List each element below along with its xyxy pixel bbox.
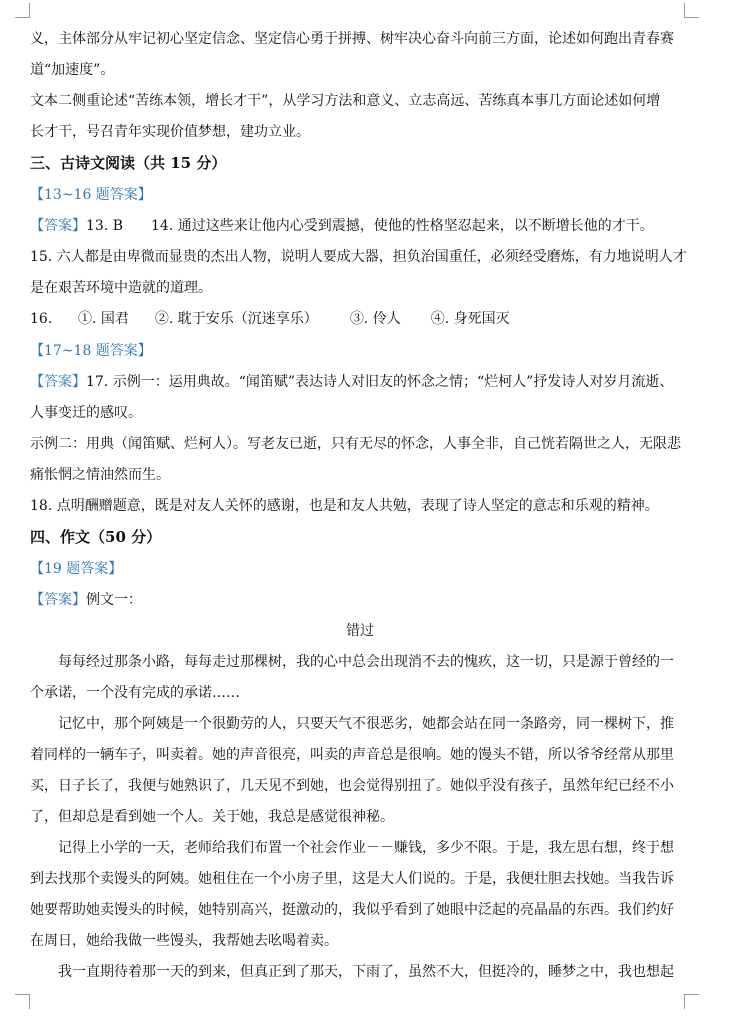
answer-group-tag-17-18: 【17~18 题答案】 <box>30 343 152 359</box>
answer-19-line <box>30 590 690 610</box>
essay-title: 错过 <box>346 623 374 639</box>
section-3-heading: 三、古诗文阅读（共 15 分） <box>30 154 227 172</box>
crop-mark-top-right <box>684 3 699 18</box>
answer-17-line <box>30 372 690 392</box>
essay-line: 记忆中，那个阿姨是一个很勤劳的人，只要天气不很恶劣，她都会站在同一条路旁，同一棵树下，推 <box>58 716 674 732</box>
text-line: 文本二侧重论述“苦练本领，增长才干”，从学习方法和意义、立志高远、苦练真本事几方面论述如何增 <box>30 93 661 109</box>
answer-18-line: 18. 点明酬赠题意，既是对友人关怀的感谢，也是和友人共勉，表现了诗人坚定的意志和乐观的精神。 <box>30 498 659 514</box>
essay-line: 了，但却总是看到她一个人。关于她，我总是感觉很神秘。 <box>30 809 394 825</box>
answer-16-item: ①. 国君 <box>78 311 129 327</box>
answer-tag: 【答案】 <box>30 218 86 234</box>
text-line: 义，主体部分从牢记初心坚定信念、坚定信心勇于拼搏、树牢决心奋斗向前三方面，论述如何跑出青春赛 <box>30 31 674 47</box>
crop-mark-bottom-left <box>15 994 30 1009</box>
answer-15-line: 是在艰苦环境中造就的道理。 <box>30 280 212 296</box>
answer-16-line <box>30 309 690 329</box>
essay-line: 每每经过那条小路，每每走过那棵树，我的心中总会出现消不去的愧疚，这一切，只是源于曾经的一 <box>58 654 674 670</box>
essay-line: 她要帮助她卖馒头的时候，她特别高兴，挺激动的，我似乎看到了她眼中泛起的亮晶晶的东西。我们约好 <box>30 902 674 918</box>
answer-17-text: 17. 示例一：运用典故。“闻笛赋”表达诗人对旧友的怀念之情；“烂柯人”抒发诗人对岁月流逝、 <box>86 374 674 390</box>
answer-16-num: 16. <box>30 311 53 327</box>
section-4-heading: 四、作文（50 分） <box>30 528 162 546</box>
answer-15-line: 15. 六人都是由卑微而显贵的杰出人物，说明人要成大器，担负治国重任，必须经受磨炼，有力地说明人才 <box>30 249 687 265</box>
answer-17-line: 示例二：用典（闻笛赋、烂柯人）。写老友已逝，只有无尽的怀念，人事全非，自己恍若隔世之人，无限悲 <box>30 436 681 452</box>
crop-mark-top-left <box>15 3 30 18</box>
answer-17-line: 人事变迁的感叹。 <box>30 405 142 421</box>
text-line: 长才干，号召青年实现价值梦想，建功立业。 <box>30 124 310 140</box>
answer-16-item: ③. 伶人 <box>349 311 401 327</box>
essay-line: 着同样的一辆车子，叫卖着。她的声音很亮，叫卖的声音总是很响。她的馒头不错，所以爷爷经常从那里 <box>30 747 674 763</box>
essay-line: 买，日子长了，我便与她熟识了，几天见不到她，也会觉得别扭了。她似乎没有孩子，虽然年纪已经不小 <box>30 778 674 794</box>
answer-tag: 【答案】 <box>30 592 86 608</box>
answer-13-14-line <box>30 216 690 236</box>
crop-mark-bottom-right <box>684 994 699 1009</box>
essay-line: 到去找那个卖馒头的阿姨。她租住在一个小房子里，这是大人们说的。于是，我便壮胆去找她。当我告诉 <box>30 871 674 887</box>
answer-14: 14. 通过这些来让他内心受到震撼，使他的性格坚忍起来，以不断增长他的才干。 <box>151 218 654 234</box>
essay-line: 在周日，她给我做一些馒头，我帮她去吆喝着卖。 <box>30 933 338 949</box>
answer-16-item: ②. 耽于安乐（沉迷享乐） <box>154 311 318 327</box>
essay-line: 个承诺，一个没有完成的承诺…… <box>30 685 240 701</box>
answer-group-tag-13-16: 【13~16 题答案】 <box>30 187 152 203</box>
answer-16-item: ④. 身死国灭 <box>430 311 510 327</box>
essay-line: 记得上小学的一天，老师给我们布置一个社会作业－－赚钱，多少不限。于是，我左思右想，终于想 <box>58 840 674 856</box>
essay-line: 我一直期待着那一天的到来，但真正到了那天，下雨了，虽然不大，但挺冷的，睡梦之中，我也想起 <box>58 964 674 980</box>
text-line: 道“加速度”。 <box>30 62 115 78</box>
answer-tag: 【答案】 <box>30 374 86 390</box>
answer-17-line: 痛怅惘之情油然而生。 <box>30 467 170 483</box>
essay-intro: 例文一： <box>86 592 142 608</box>
answer-group-tag-19: 【19 题答案】 <box>30 561 123 577</box>
answer-13: 13. B <box>86 218 124 234</box>
